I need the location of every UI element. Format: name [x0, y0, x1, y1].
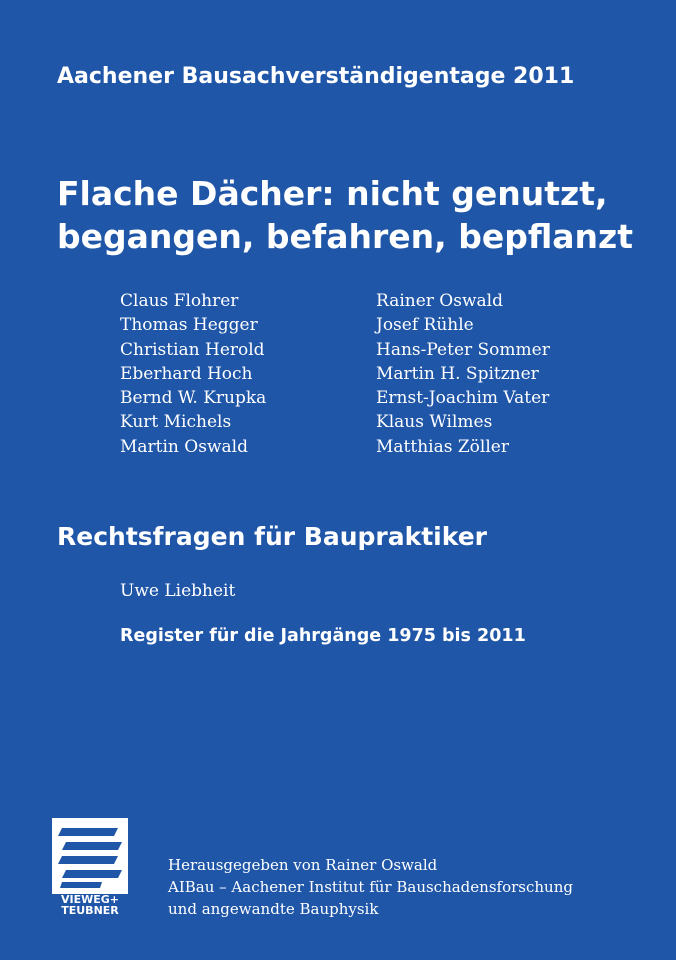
author-name: Martin H. Spitzner — [376, 363, 539, 384]
author-name: Hans-Peter Sommer — [376, 339, 550, 360]
logo-wordmark — [52, 894, 128, 916]
author-name: Klaus Wilmes — [376, 412, 493, 433]
author-name: Eberhard Hoch — [120, 363, 253, 384]
author-name: Matthias Zöller — [376, 436, 509, 457]
author-name: Ernst-Joachim Vater — [376, 388, 550, 409]
author-name: Christian Herold — [120, 339, 265, 360]
publisher-line-1: Herausgegeben von Rainer Oswald — [168, 856, 438, 874]
series-title: Aachener Bausachverständigentage 2011 — [57, 64, 575, 89]
author-name: Martin Oswald — [120, 436, 248, 457]
publisher-logo — [52, 818, 132, 917]
book-title — [57, 172, 633, 258]
logo-icon — [52, 818, 128, 894]
book-title-line-1: Flache Dächer: nicht genutzt, — [57, 174, 608, 213]
section-author: Uwe Liebheit — [120, 581, 236, 601]
logo-text-line-1: VIEWEG+ — [60, 893, 119, 906]
section-title: Rechtsfragen für Baupraktiker — [57, 522, 487, 551]
publisher-info — [168, 854, 573, 920]
author-name: Kurt Michels — [120, 412, 232, 433]
author-name: Bernd W. Krupka — [120, 388, 267, 409]
author-name: Rainer Oswald — [376, 291, 503, 311]
author-name: Claus Flohrer — [120, 291, 239, 311]
book-title-line-2: begangen, befahren, bepflanzt — [57, 217, 634, 256]
authors-right-column — [376, 289, 550, 459]
logo-text-line-2: TEUBNER — [61, 904, 119, 917]
authors-left-column — [120, 289, 266, 459]
publisher-line-2: AIBau – Aachener Institut für Bauschadensforschung — [168, 878, 573, 896]
publisher-line-3: und angewandte Bauphysik — [168, 900, 379, 918]
register-note: Register für die Jahrgänge 1975 bis 2011 — [120, 626, 526, 646]
author-name: Thomas Hegger — [120, 315, 258, 336]
author-name: Josef Rühle — [376, 315, 474, 336]
